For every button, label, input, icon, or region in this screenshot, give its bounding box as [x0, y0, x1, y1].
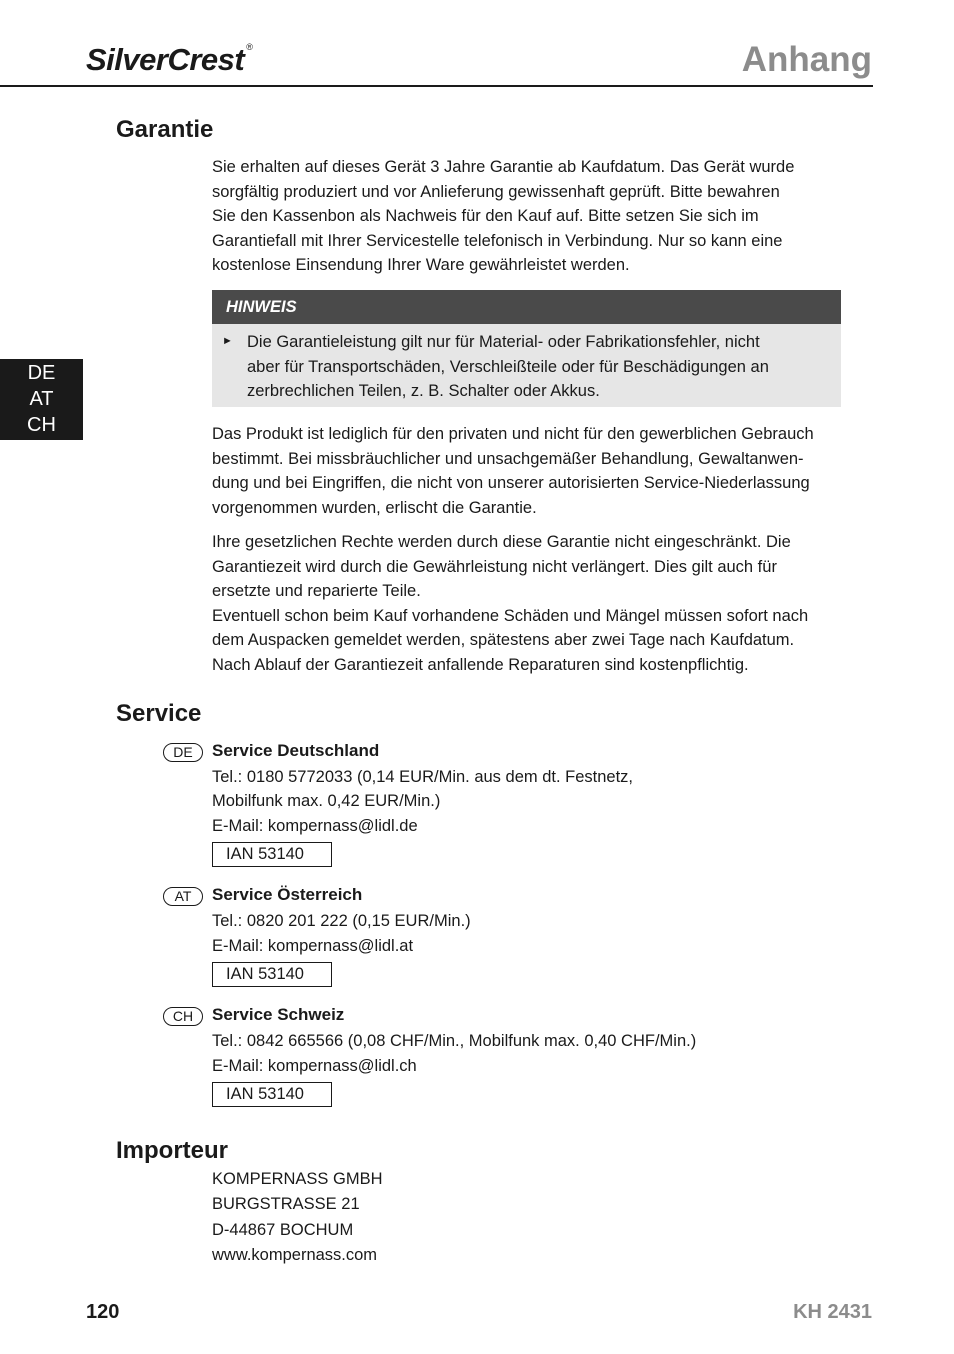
hint-title: HINWEIS: [212, 290, 841, 324]
text-line: Die Garantieleistung gilt nur für Material- oder Fabrikationsfehler, nicht: [247, 333, 760, 351]
service-title-at: Service Österreich: [212, 885, 363, 904]
text-line: Ihre gesetzlichen Rechte werden durch diese Garantie nicht eingeschränkt. Die: [212, 533, 791, 551]
service-title-de: Service Deutschland: [212, 741, 380, 760]
bullet-arrow-icon: ►: [222, 335, 233, 347]
garantie-paragraph-3: [212, 530, 844, 677]
text-line: Garantiezeit wird durch die Gewährleistung nicht verlängert. Dies gilt auch für: [212, 557, 777, 576]
heading-service: Service: [116, 700, 202, 727]
text-line: kostenlose Einsendung Ihrer Ware gewährleistet werden.: [212, 256, 630, 274]
importer-website: www.kompernass.com: [212, 1246, 378, 1264]
text-line: bestimmt. Bei missbräuchlicher und unsachgemäßer Behandlung, Gewaltanwen-: [212, 449, 804, 468]
text-line: sorgfältig produziert und vor Anlieferung gewissenhaft geprüft. Bitte bewahren: [212, 182, 780, 201]
garantie-intro: [212, 155, 844, 278]
service-phone-ch: Tel.: 0842 665566 (0,08 CHF/Min., Mobilfunk max. 0,40 CHF/Min.): [212, 1032, 697, 1050]
text-line: aber für Transportschäden, Verschleißteile oder für Beschädigungen an: [247, 357, 769, 376]
heading-garantie: Garantie: [116, 116, 214, 143]
service-phone-note-de: Mobilfunk max. 0,42 EUR/Min.): [212, 792, 441, 810]
service-phone-at: Tel.: 0820 201 222 (0,15 EUR/Min.): [212, 912, 471, 930]
ian-box-ch: IAN 53140: [212, 1082, 332, 1107]
text-line: Eventuell schon beim Kauf vorhandene Schäden und Mängel müssen sofort nach: [212, 606, 809, 625]
importer-street: BURGSTRASSE 21: [212, 1195, 360, 1213]
text-line: Sie erhalten auf dieses Gerät 3 Jahre Garantie ab Kaufdatum. Das Gerät wurde: [212, 158, 795, 176]
header-divider: [0, 85, 873, 87]
service-email-at: E-Mail: kompernass@lidl.at: [212, 937, 414, 955]
country-badge-at: AT: [163, 887, 203, 906]
text-line: dung und bei Eingriffen, die nicht von unserer autorisierten Service-Niederlassung: [212, 474, 810, 492]
hint-text: [247, 330, 827, 404]
service-email-ch: E-Mail: kompernass@lidl.ch: [212, 1057, 417, 1075]
text-line: Nach Ablauf der Garantiezeit anfallende Reparaturen sind kostenpflichtig.: [212, 655, 749, 674]
text-line: zerbrechlichen Teilen, z. B. Schalter oder Akkus.: [247, 382, 600, 400]
page-number: 120: [86, 1301, 120, 1323]
language-ch: CH: [27, 414, 56, 436]
text-line: vorgenommen wurden, erlischt die Garantie.: [212, 498, 537, 517]
text-line: Garantiefall mit Ihrer Servicestelle telefonisch in Verbindung. Nur so kann eine: [212, 231, 783, 250]
garantie-paragraph-2: [212, 422, 844, 520]
country-badge-de: DE: [163, 743, 203, 762]
text-line: ersetzte und reparierte Teile.: [212, 582, 421, 600]
importer-city: D-44867 BOCHUM: [212, 1221, 354, 1239]
heading-importeur: Importeur: [116, 1137, 229, 1164]
model-number: KH 2431: [793, 1301, 872, 1323]
language-de: DE: [27, 362, 56, 384]
brand-logo: SilverCrest ®: [86, 42, 253, 77]
ian-box-de: IAN 53140: [212, 842, 332, 867]
language-at: AT: [29, 388, 54, 410]
section-title: Anhang: [741, 40, 872, 79]
text-line: dem Auspacken gemeldet werden, spätestens aber zwei Tage nach Kaufdatum.: [212, 631, 795, 649]
ian-box-at: IAN 53140: [212, 962, 332, 987]
service-email-de: E-Mail: kompernass@lidl.de: [212, 817, 418, 835]
text-line: Das Produkt ist lediglich für den privaten und nicht für den gewerblichen Gebrauch: [212, 425, 814, 443]
service-title-ch: Service Schweiz: [212, 1005, 345, 1024]
importer-company: KOMPERNASS GMBH: [212, 1170, 383, 1188]
country-badge-ch: CH: [163, 1007, 203, 1026]
language-tab: [0, 359, 83, 440]
text-line: Sie den Kassenbon als Nachweis für den Kauf auf. Bitte setzen Sie sich im: [212, 207, 759, 225]
service-phone-de: Tel.: 0180 5772033 (0,14 EUR/Min. aus dem dt. Festnetz,: [212, 768, 633, 786]
